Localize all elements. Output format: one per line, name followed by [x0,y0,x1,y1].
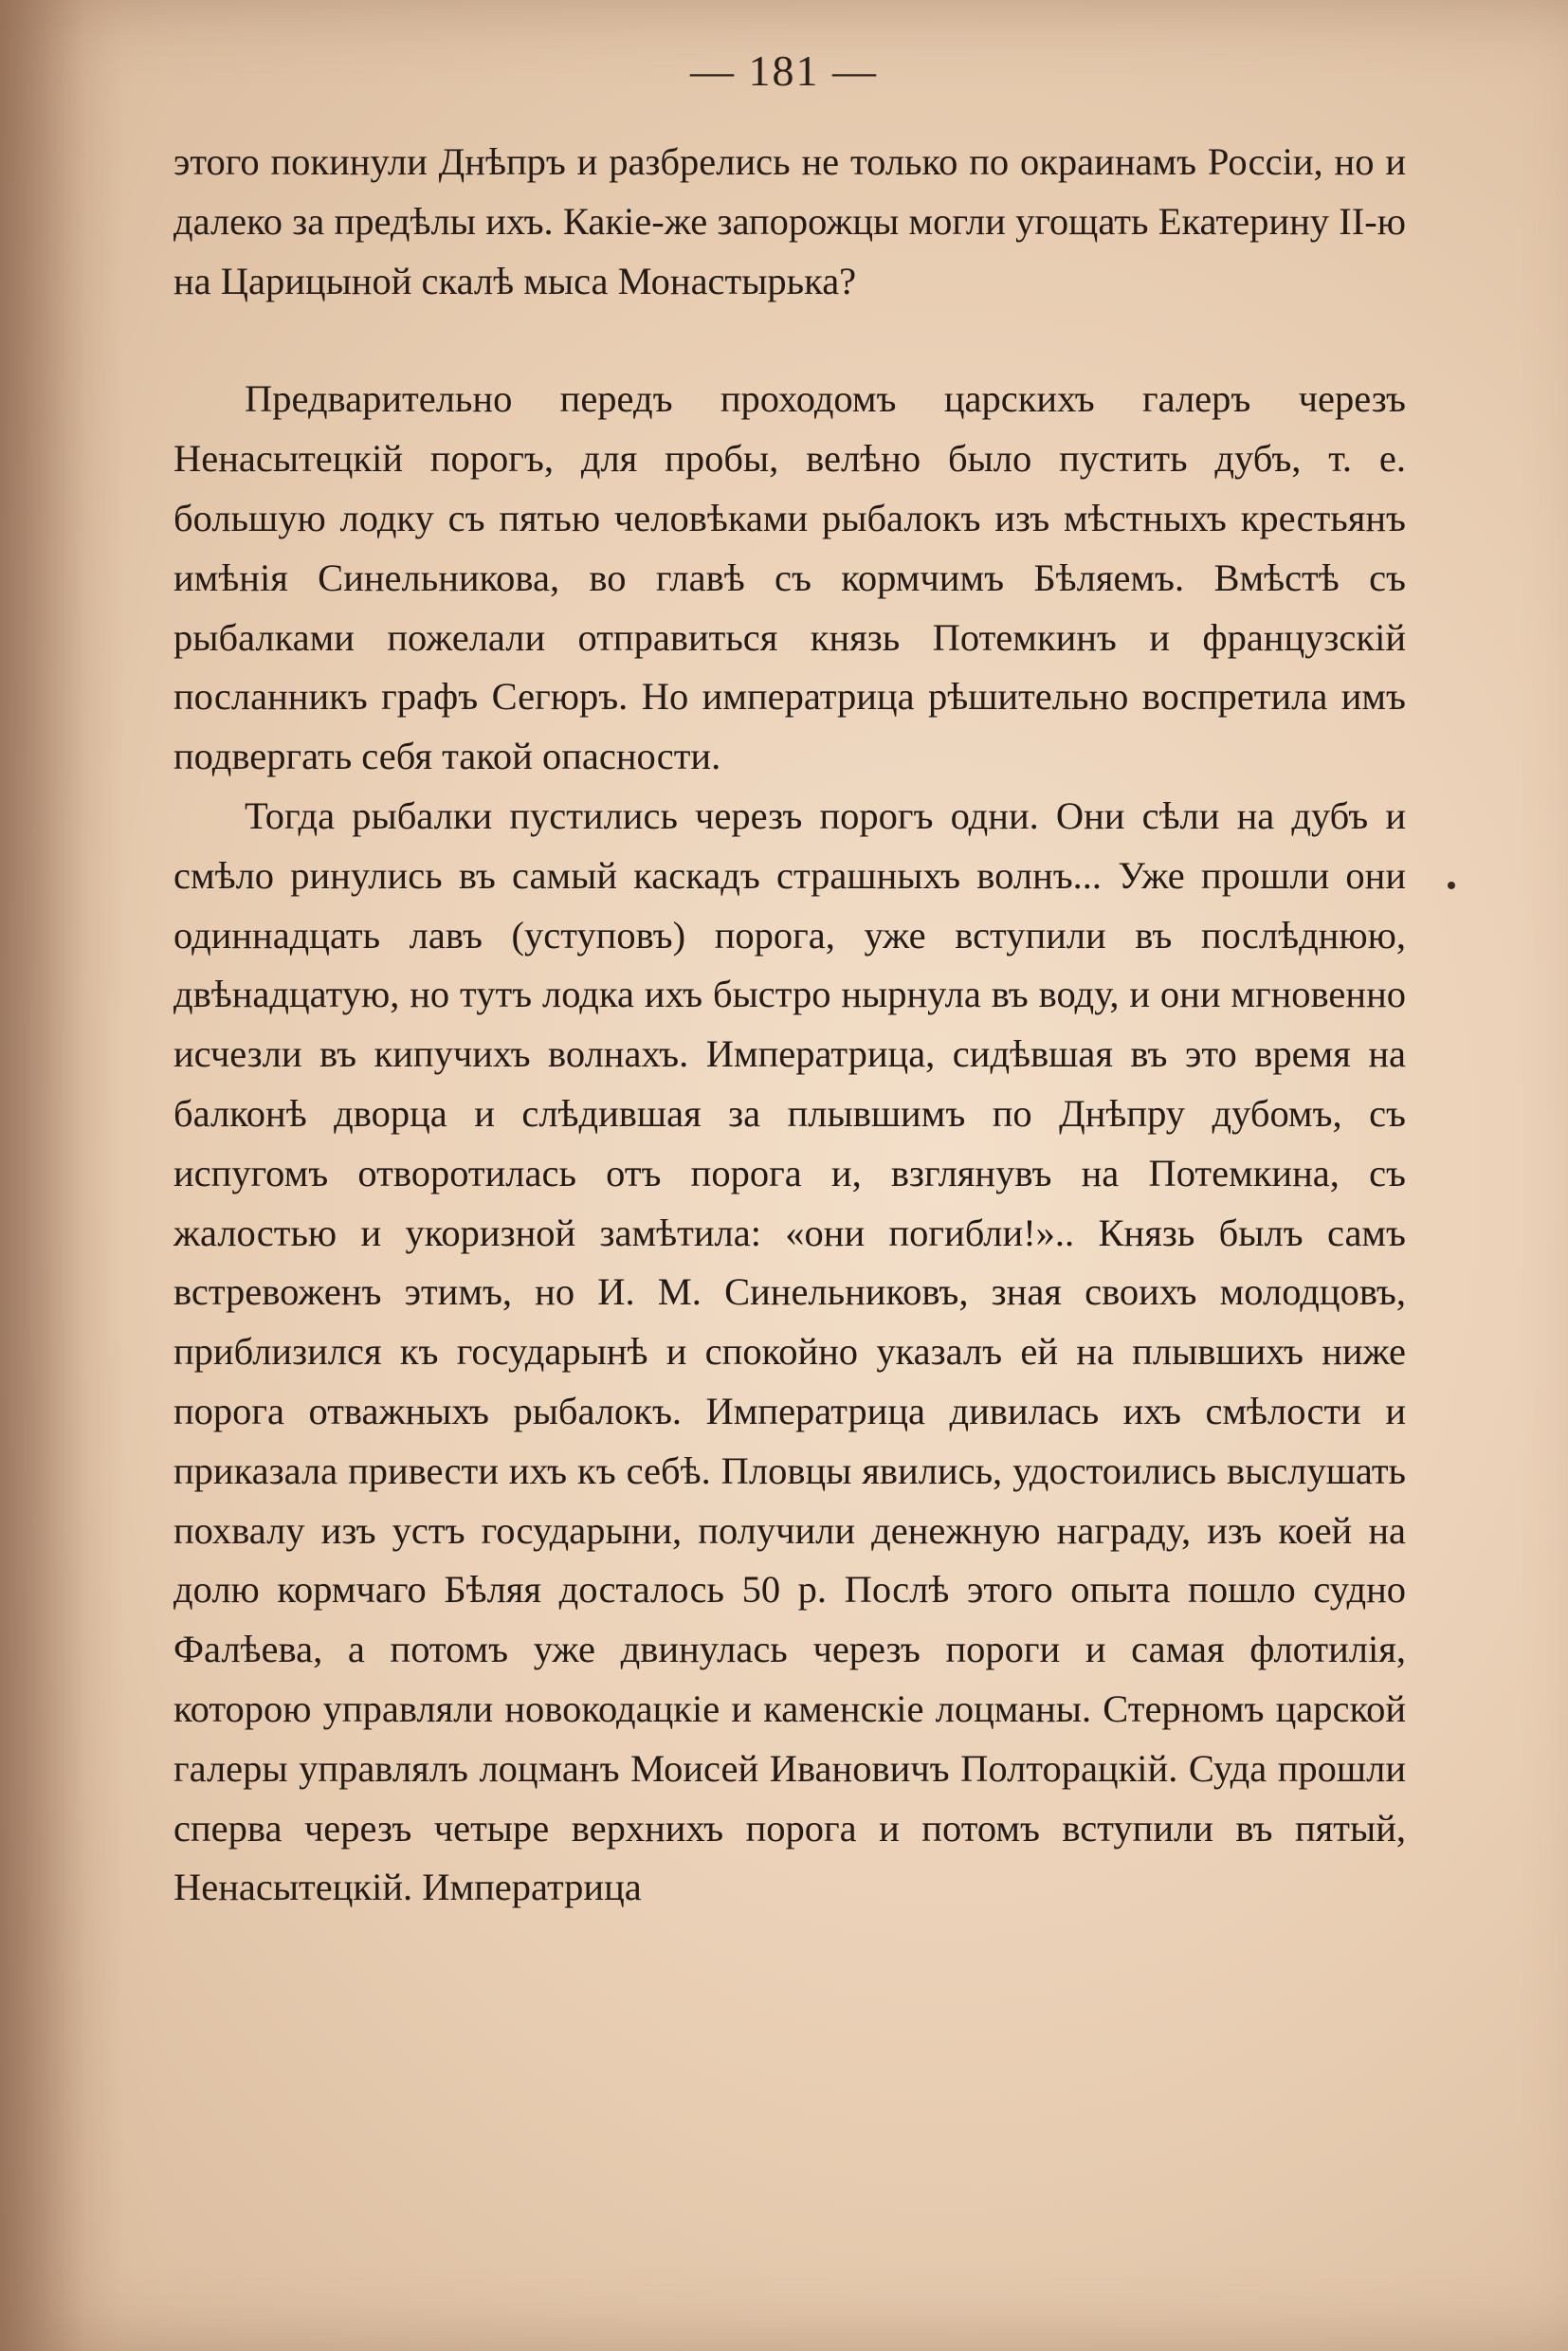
paragraph-2: Предварительно передъ проходомъ царскихъ галеръ черезъ Ненасытецкій порогъ, для пробы, велѣно было пустить дубъ, т. е. большую лодку съ пятью человѣками рыбалокъ изъ мѣстныхъ крестьянъ имѣнія Синельникова, во главѣ съ кормчимъ Бѣляемъ. Вмѣстѣ съ рыбалками пожелали отправиться князь Потемкинъ и французскій посланникъ графъ Сегюръ. Но императрица рѣшительно воспретила имъ подвергать себя такой опасности. [173,377,1406,778]
paragraph-3: Тогда рыбалки пустились черезъ порогъ одни. Они сѣли на дубъ и смѣло ринулись въ самый каскадъ страшныхъ волнъ... Уже прошли они одиннадцать лавъ (уступовъ) порога, уже вступили въ послѣднюю, двѣнадцатую, но тутъ лодка ихъ быстро нырнула въ воду, и они мгновенно исчезли въ кипучихъ волнахъ. Императрица, сидѣвшая въ это время на балконѣ дворца и слѣдившая за плывшимъ по Днѣпру дубомъ, съ испугомъ отворотилась отъ порога и, взглянувъ на Потемкина, съ жалостью и укоризной замѣтила: «они погибли!».. Князь былъ самъ встревоженъ этимъ, но И. М. Синельниковъ, зная своихъ молодцовъ, приблизился къ государынѣ и спокойно указалъ ей на плывшихъ ниже порога отважныхъ рыбалокъ. Императрица дивилась ихъ смѣлости и приказала привести ихъ къ себѣ. Пловцы явились, удостоились выслушать похвалу изъ устъ государыни, получили денежную награду, изъ коей на долю кормчаго Бѣляя досталось 50 р. Послѣ этого опыта пошло судно Фалѣева, а потомъ уже двинулась черезъ пороги и самая флотилія, которою управляли новокодацкіе и каменскіе лоцманы. Стерномъ царской галеры управлялъ лоцманъ Моисей Ивановичъ Полторацкій. Суда прошли сперва черезъ четыре верхнихъ порога и потомъ вступили въ пятый, Ненасытецкій. Императрица [173,793,1406,1909]
ink-speck [1448,882,1455,889]
body-text [173,133,1406,1918]
spine-shadow [0,0,123,2351]
page-number: — 181 — [690,46,878,95]
paragraph-1: этого покинули Днѣпръ и разбрелись не только по окраинамъ Россіи, но и далеко за предѣлы ихъ. Какіе-же запорожцы могли угощать Екатерину ІІ-ю на Царицыной скалѣ мыса Монастырька? [173,140,1406,302]
